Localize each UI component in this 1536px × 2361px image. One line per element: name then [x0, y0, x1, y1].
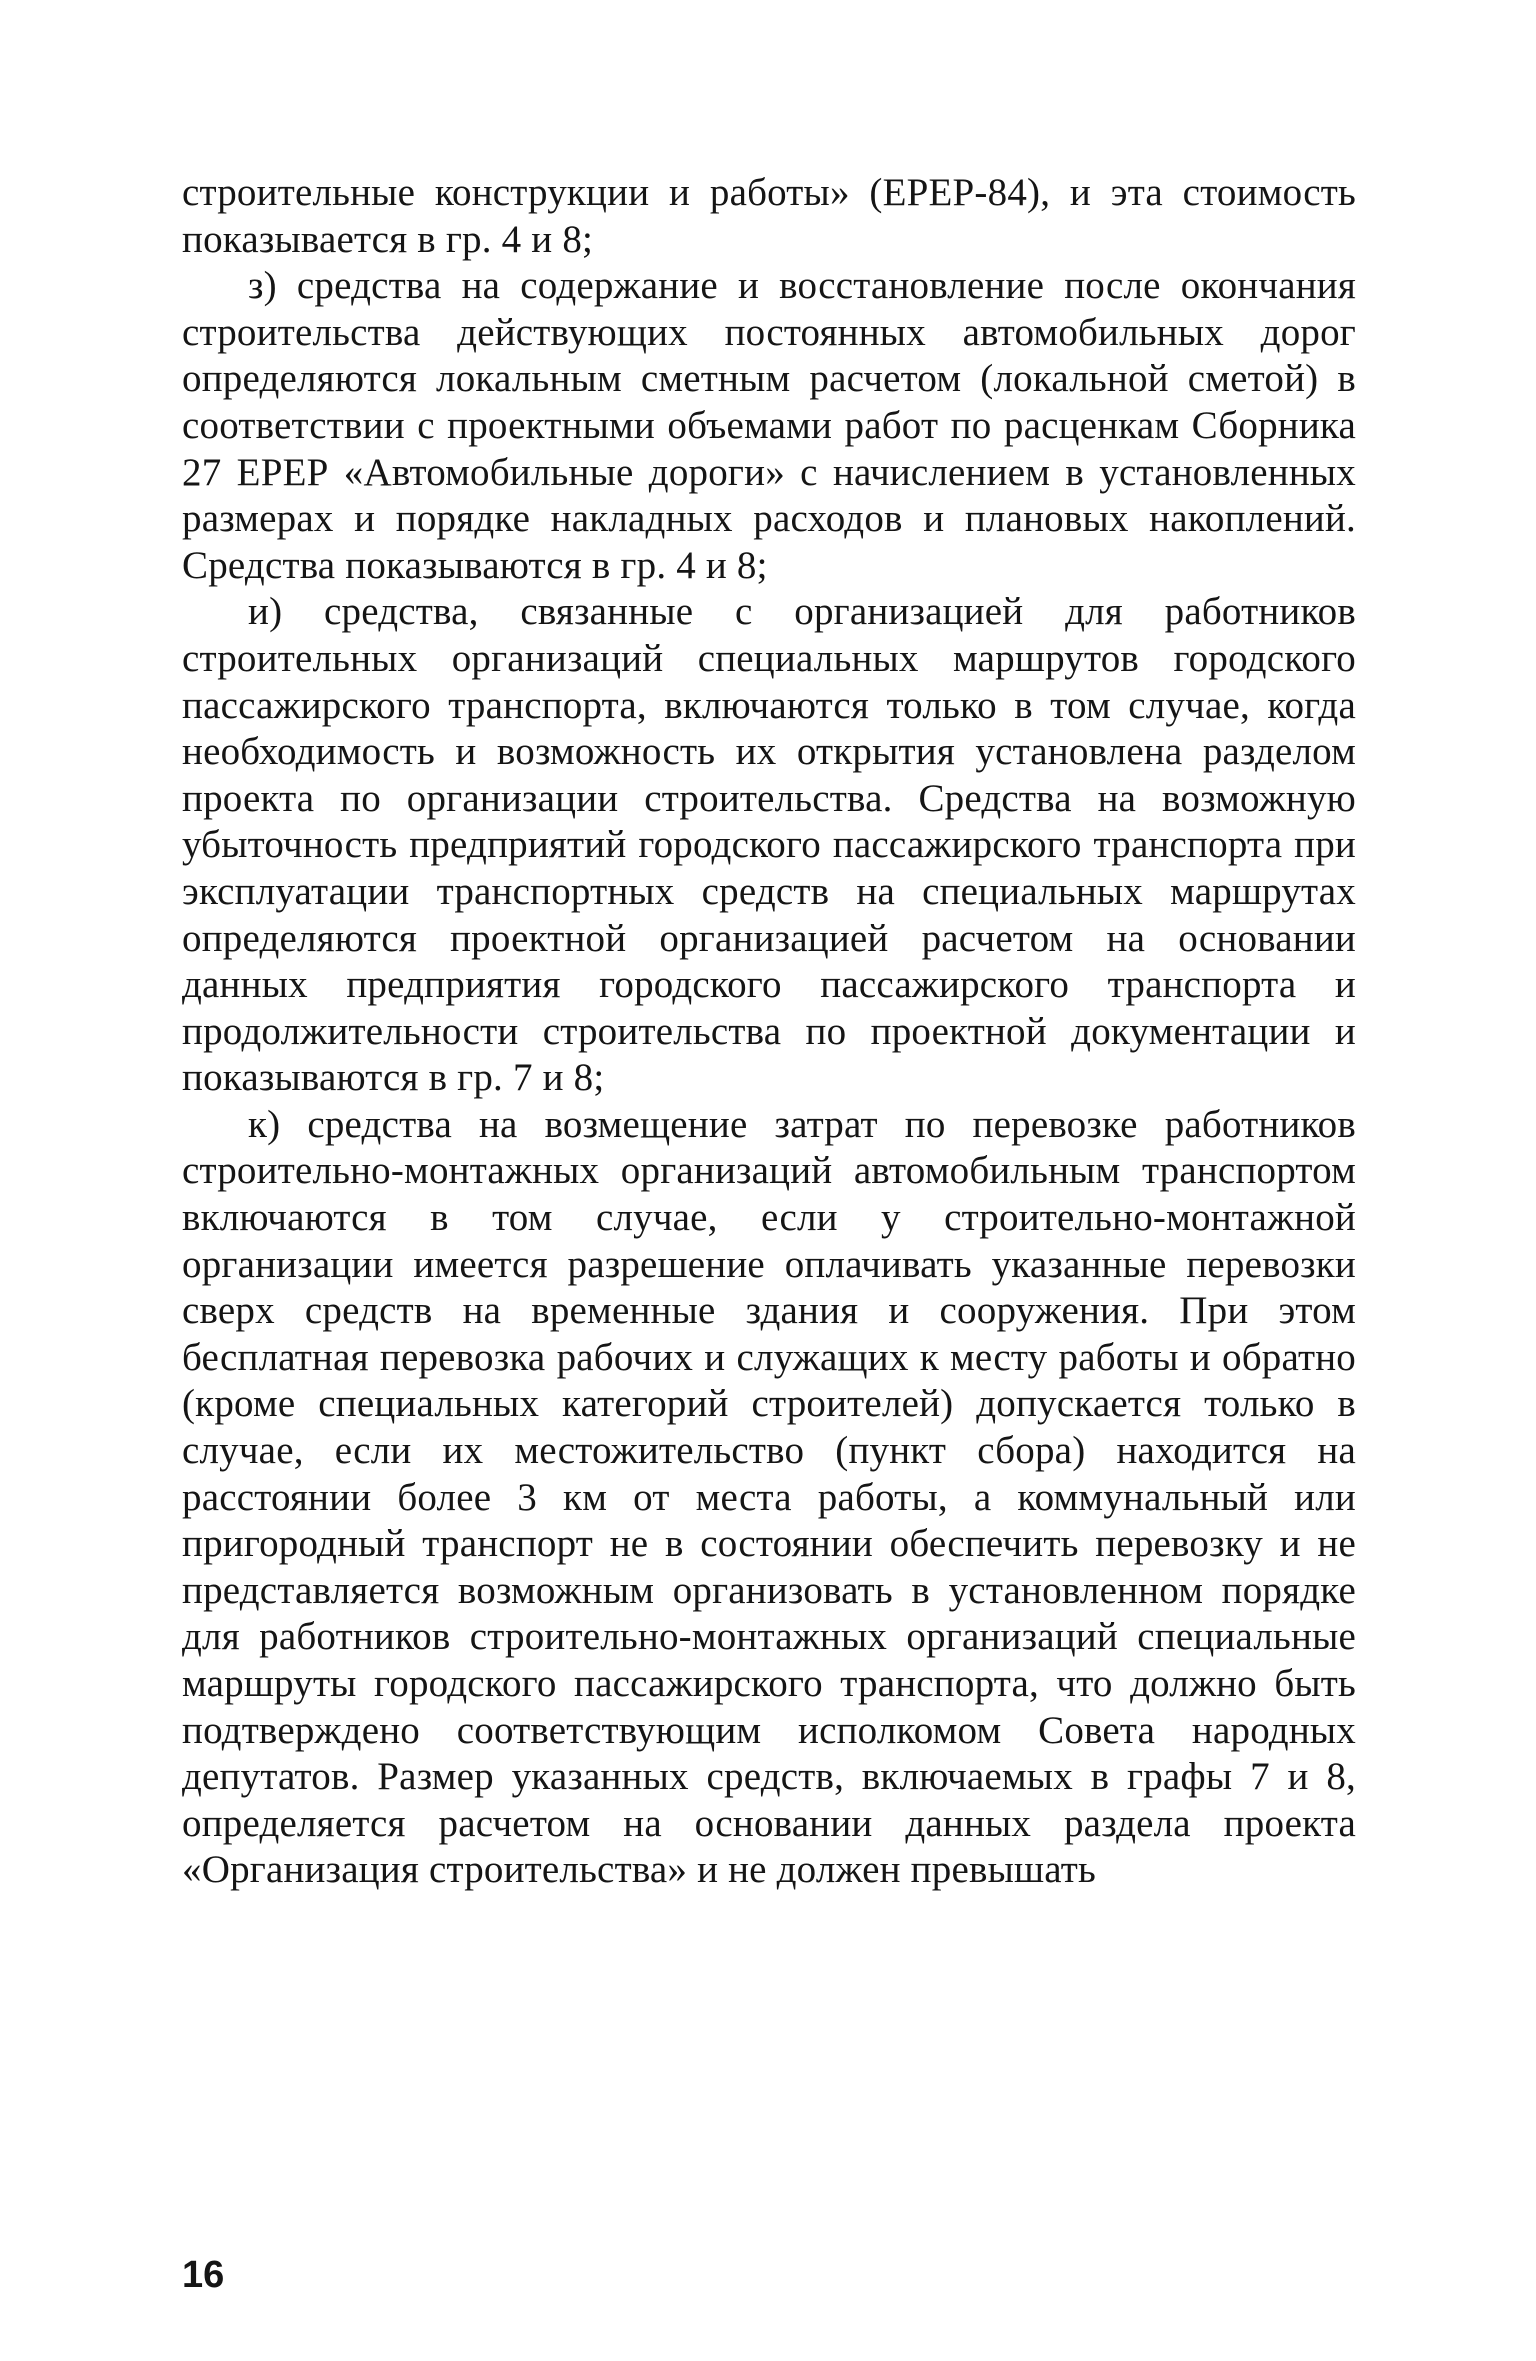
paragraph-continuation: строительные конструкции и работы» (ЕРЕР-84), и эта стоимость показывается в гр. 4 и 8; — [182, 171, 1356, 261]
paragraph-item-z: з) средства на содержание и восстановление после окончания строительства действующих постоянных автомобильных дорог определяются локальным сметным расчетом (локальной сметой) в соответствии с проектными объемами работ по расценкам Сборника 27 ЕРЕР «Автомобильные дороги» с начислением в установленных размерах и порядке накладных расходов и плановых накоплений. Средства показываются в гр. 4 и 8; — [182, 264, 1356, 587]
page-number: 16 — [182, 2254, 225, 2296]
paragraph-item-k: к) средства на возмещение затрат по перевозке работников строительно-монтажных организаций автомобильным транспортом включаются в том случае, если у строительно-монтажной организации имеется разрешение оплачивать указанные перевозки сверх средств на временные здания и сооружения. При этом бесплатная перевозка рабочих и служащих к месту работы и обратно (кроме специальных категорий строителей) допускается только в случае, если их местожительство (пункт сбора) находится на расстоянии более 3 км от места работы, а коммунальный или пригородный транспорт не в состоянии обеспечить перевозку и не представляется возможным организовать в установленном порядке для работников строительно-монтажных организаций специальные маршруты городского пассажирского транспорта, что должно быть подтверждено соответствующим исполкомом Совета народных депутатов. Размер указанных средств, включаемых в графы 7 и 8, определяется расчетом на основании данных раздела проекта «Организация строительства» и не должен превышать — [182, 1102, 1356, 1892]
page-body — [182, 170, 1356, 2320]
paragraph-item-i: и) средства, связанные с организацией для работников строительных организаций специальных маршрутов городского пассажирского транспорта, включаются только в том случае, когда необходимость и возможность их открытия установлена разделом проекта по организации строительства. Средства на возможную убыточность предприятий городского пассажирского транспорта при эксплуатации транспортных средств на специальных маршрутах определяются проектной организацией расчетом на основании данных предприятия городского пассажирского транспорта и продолжительности строительства по проектной документации и показываются в гр. 7 и 8; — [182, 590, 1356, 1100]
